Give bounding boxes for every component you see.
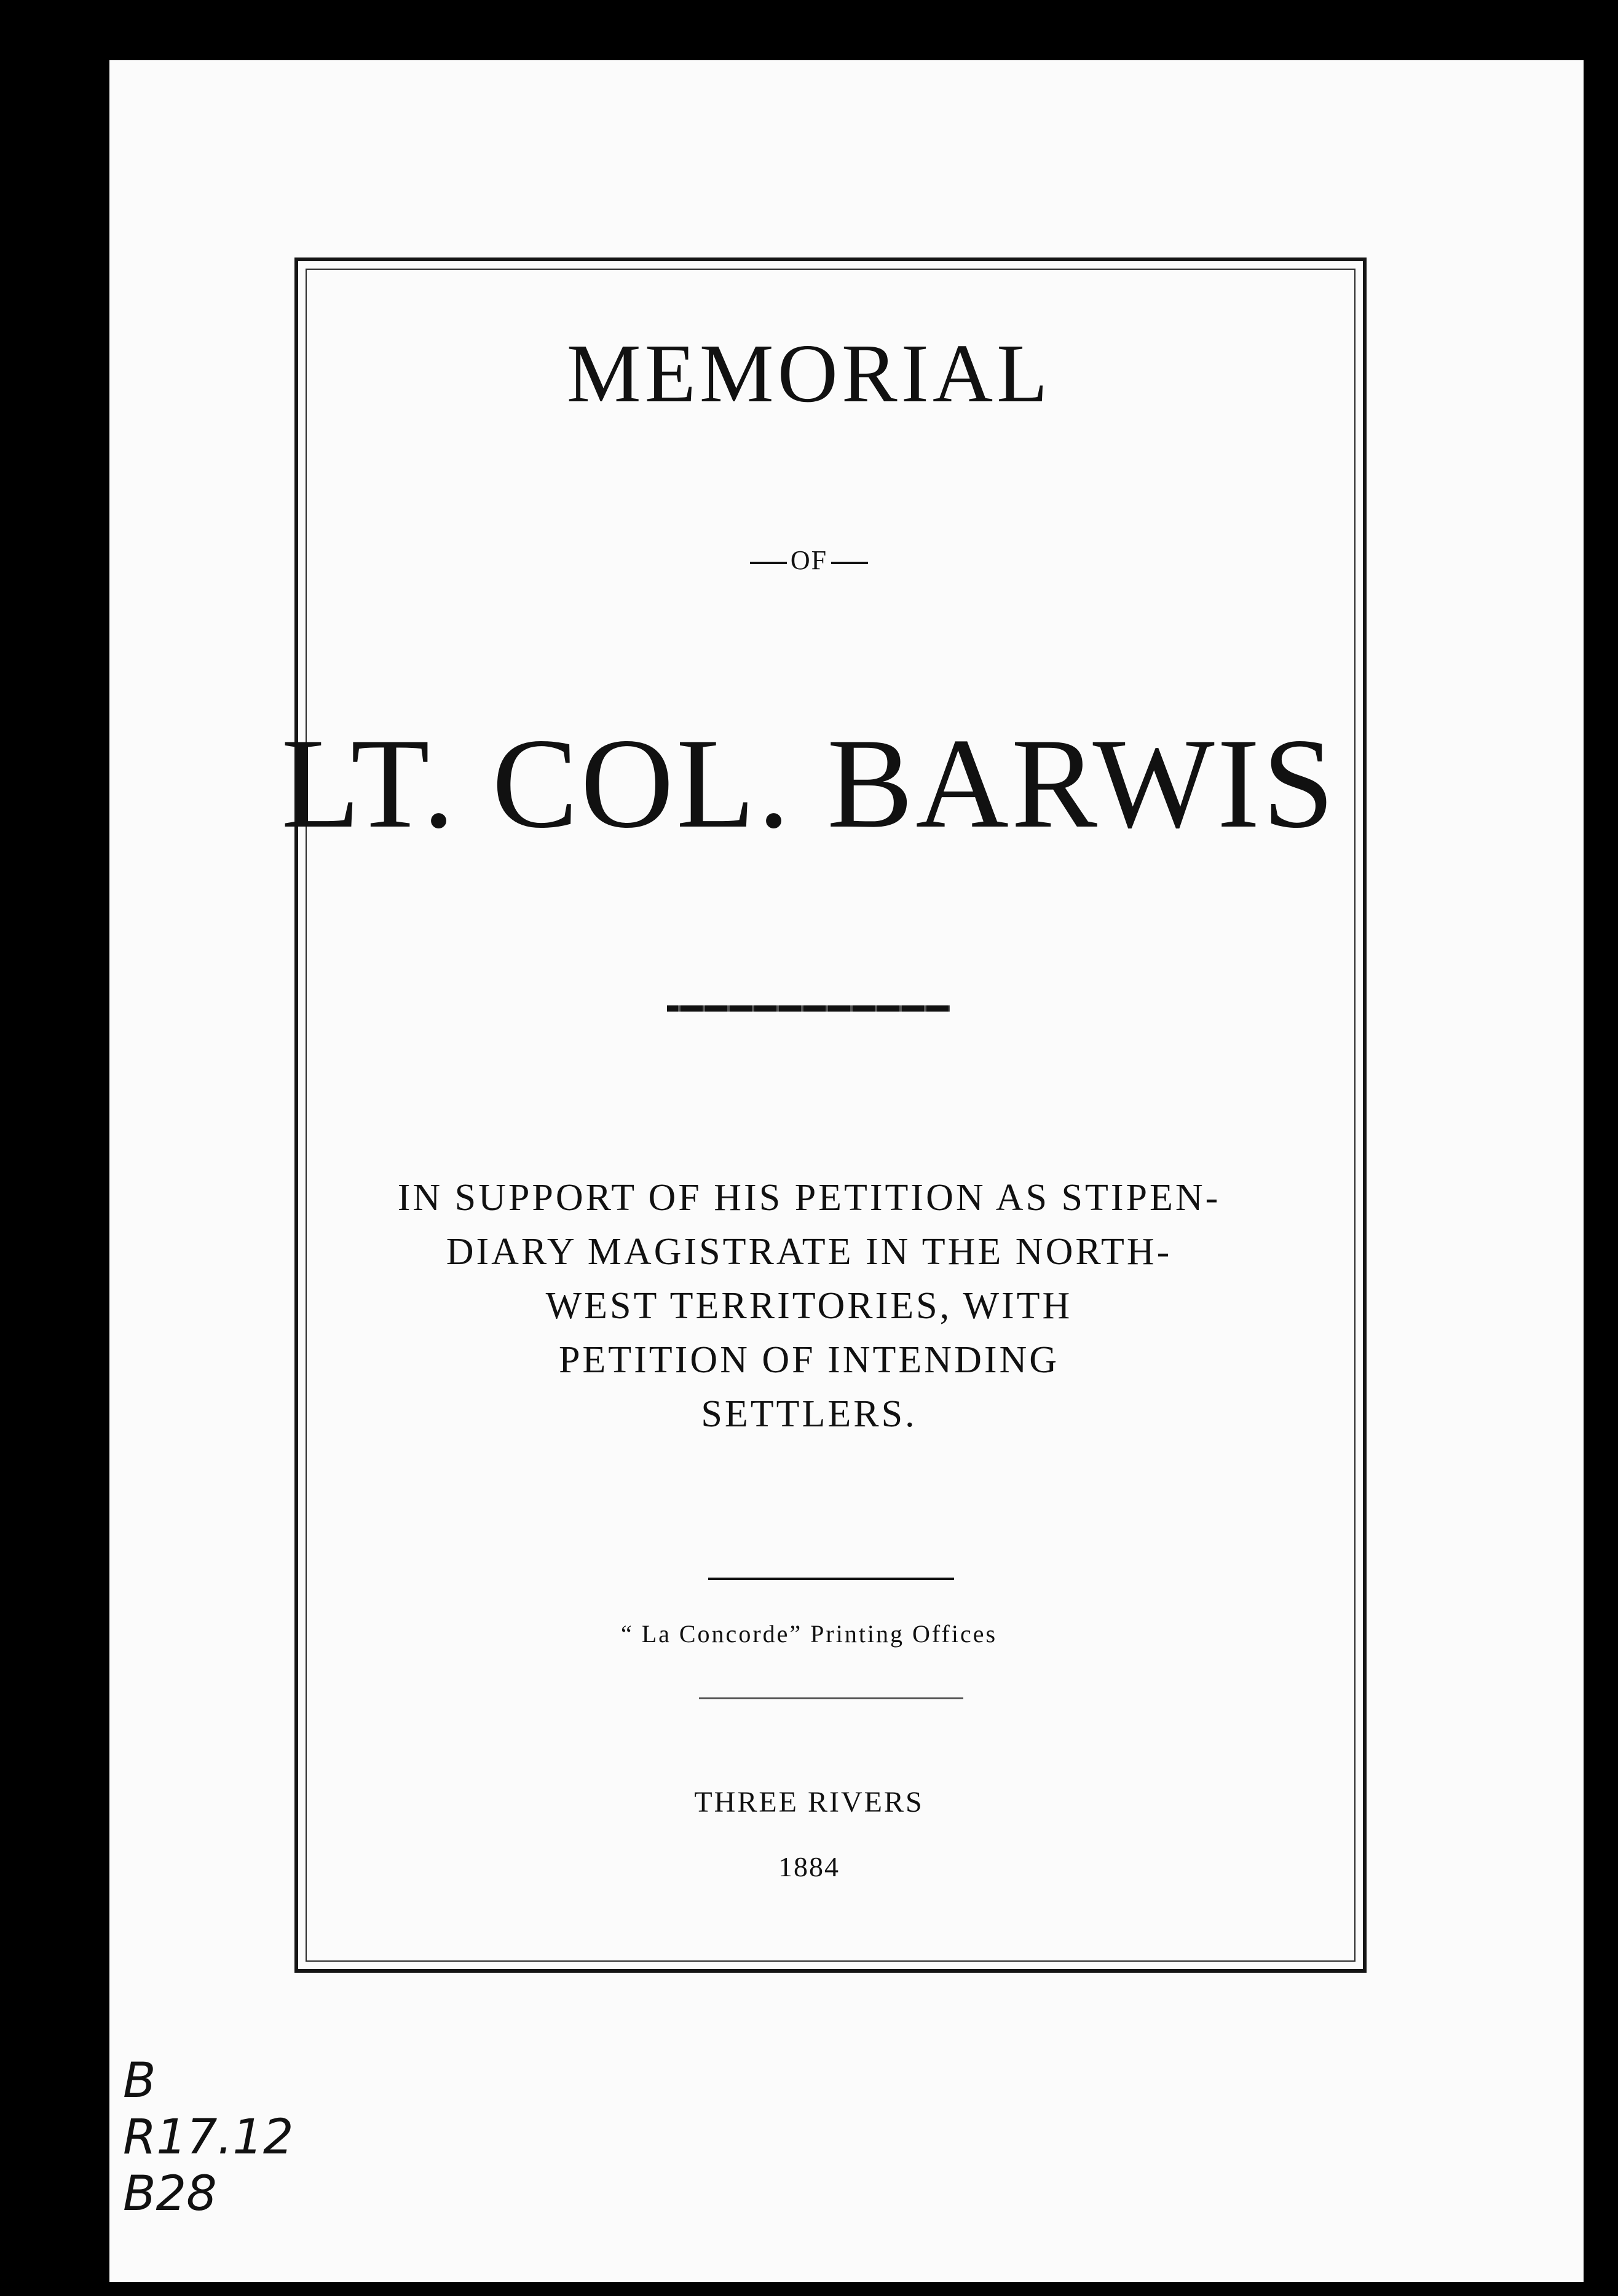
subtitle-block bbox=[0, 1171, 1618, 1441]
subtitle-line-5: SETTLERS. bbox=[701, 1393, 917, 1435]
publication-year: 1884 bbox=[778, 1851, 840, 1882]
subject-name: LT. COL. BARWIS bbox=[281, 712, 1337, 855]
subtitle-line-1: IN SUPPORT OF HIS PETITION AS STIPEN- bbox=[397, 1177, 1221, 1219]
of-right-rule bbox=[831, 562, 868, 564]
title-memorial: MEMORIAL bbox=[566, 328, 1052, 420]
ornamental-rule bbox=[667, 1005, 950, 1012]
handwritten-call-number: B R17.12 B28 bbox=[123, 2053, 294, 2222]
printer-top-rule bbox=[708, 1578, 954, 1580]
subtitle-line-2: DIARY MAGISTRATE IN THE NORTH- bbox=[446, 1231, 1172, 1273]
subtitle-line-3: WEST TERRITORIES, WITH bbox=[545, 1285, 1073, 1327]
subtitle-line-4: PETITION OF INTENDING bbox=[558, 1339, 1060, 1381]
of-separator bbox=[0, 545, 1618, 576]
of-left-rule bbox=[750, 562, 787, 564]
place-of-publication: THREE RIVERS bbox=[694, 1786, 924, 1818]
printer-imprint: “ La Concorde” Printing Offices bbox=[620, 1620, 998, 1648]
of-text: OF bbox=[790, 545, 828, 575]
printer-bottom-rule bbox=[699, 1697, 963, 1699]
inner-border-frame bbox=[306, 269, 1356, 1962]
